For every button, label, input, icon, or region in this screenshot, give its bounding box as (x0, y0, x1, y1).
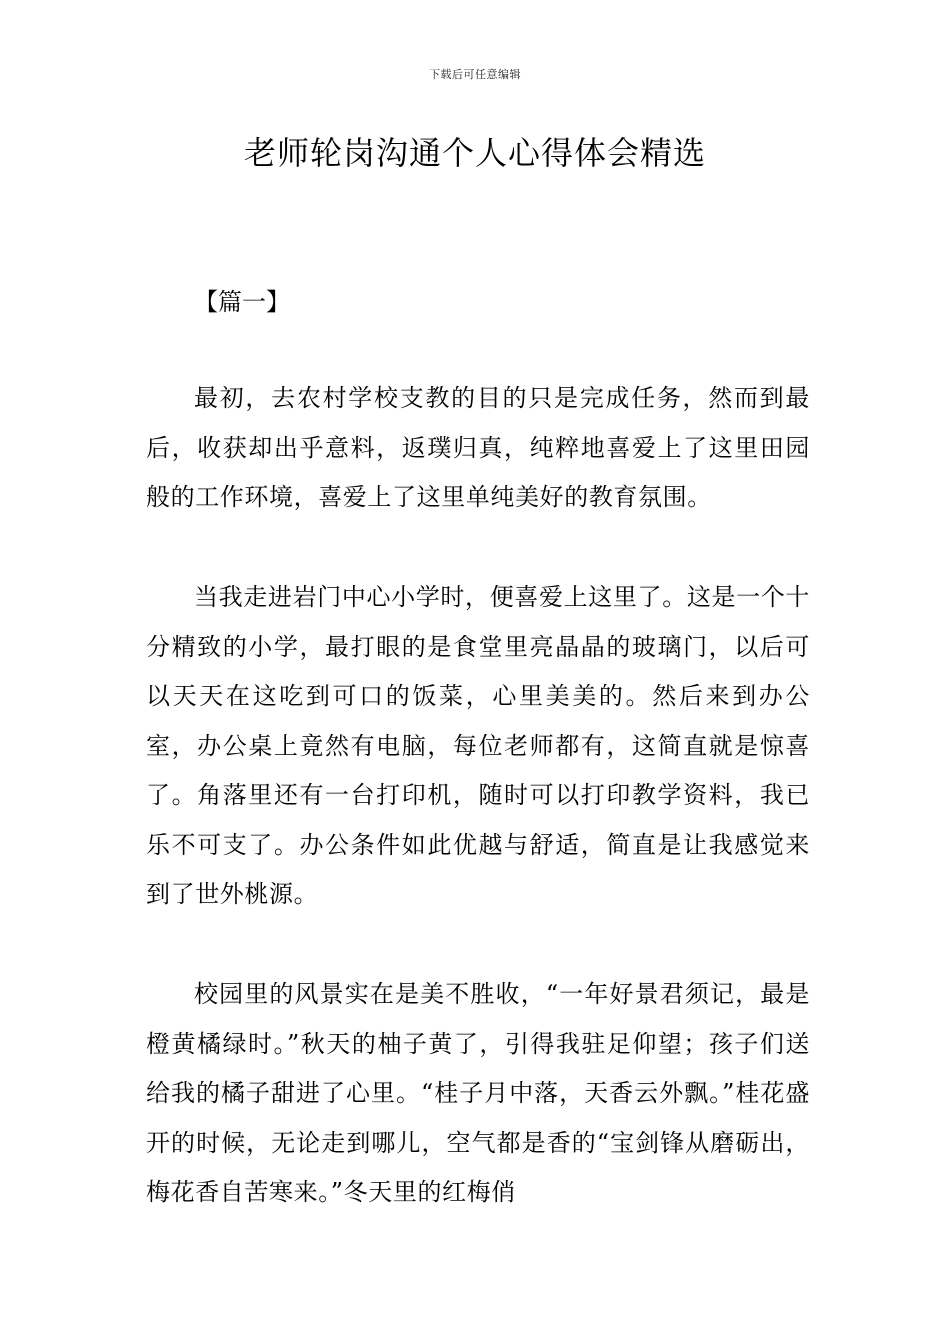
paragraph-2: 当我走进岩门中心小学时，便喜爱上这里了。这是一个十分精致的小学，最打眼的是食堂里亮晶晶的玻璃门，以后可以天天在这吃到可口的饭菜，心里美美的。然后来到办公室，办公桌上竟然有电脑，每位老师都有，这简直就是惊喜了。角落里还有一台打印机，随时可以打印教学资料，我已乐不可支了。办公条件如此优越与舒适，简直是让我感觉来到了世外桃源。 (146, 583, 810, 908)
section-label: 【篇一】 (194, 288, 290, 316)
header-note: 下载后可任意编辑 (429, 68, 521, 81)
paragraph-1: 最初，去农村学校支教的目的只是完成任务，然而到最后，收获却出乎意料，返璞归真，纯粹地喜爱上了这里田园般的工作环境，喜爱上了这里单纯美好的教育氛围。 (146, 384, 810, 511)
paragraph-3: 校园里的风景实在是美不胜收，“一年好景君须记，最是橙黄橘绿时。”秋天的柚子黄了，引得我驻足仰望；孩子们送给我的橘子甜进了心里。“桂子月中落，天香云外飘。”桂花盛开的时候，无论走到哪儿，空气都是香的“宝剑锋从磨砺出，梅花香自苦寒来。”冬天里的红梅俏 (146, 980, 810, 1206)
document-title: 老师轮岗沟通个人心得体会精选 (243, 134, 706, 172)
